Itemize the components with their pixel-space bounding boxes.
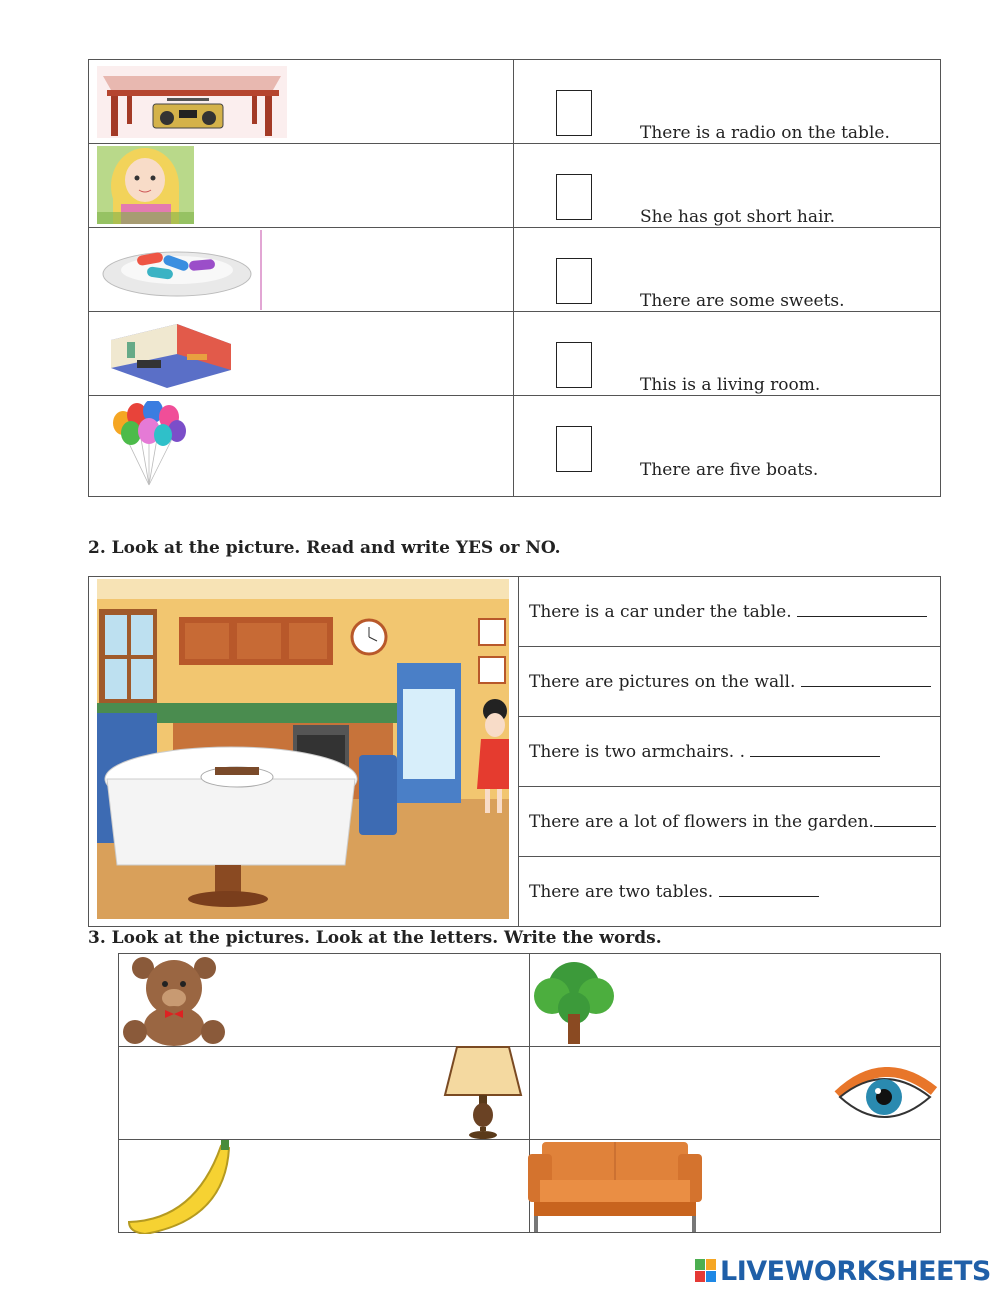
answer-blank[interactable]	[719, 882, 819, 897]
yes-no-table	[88, 576, 941, 927]
table-row	[89, 312, 941, 396]
section-2-heading: 2. Look at the picture. Read and write YES or NO.	[88, 538, 561, 558]
tick-box[interactable]	[556, 258, 592, 304]
answer-cell	[514, 312, 941, 396]
question-cell	[519, 857, 941, 927]
table-row	[89, 396, 941, 497]
word-cell[interactable]	[119, 1047, 530, 1140]
tree-image	[526, 958, 622, 1046]
table-row	[89, 144, 941, 228]
table-row	[119, 1047, 941, 1140]
sofa-image	[526, 1140, 704, 1234]
banana-image	[125, 1140, 235, 1234]
kitchen-picture-cell	[89, 577, 519, 927]
question-text: There is a car under the table.	[529, 601, 792, 622]
word-cell[interactable]	[530, 1047, 941, 1140]
lamp-image	[443, 1043, 523, 1139]
statement-text: She has got short hair.	[640, 207, 836, 227]
table-row	[119, 1140, 941, 1233]
question-text: There is two armchairs. .	[529, 741, 746, 762]
balloons-image	[109, 401, 189, 491]
statement-text: There are five boats.	[640, 460, 819, 480]
tick-box[interactable]	[556, 426, 592, 472]
question-cell	[519, 577, 941, 647]
section-3-heading: 3. Look at the pictures. Look at the letters. Write the words.	[88, 928, 662, 948]
answer-blank[interactable]	[801, 672, 931, 687]
liveworksheets-logo	[695, 1256, 991, 1287]
sweets-image	[97, 230, 265, 310]
room-image	[107, 320, 235, 390]
word-cell[interactable]	[530, 954, 941, 1047]
answer-cell	[514, 228, 941, 312]
word-writing-table	[118, 953, 941, 1233]
live-badge-icon	[695, 1259, 717, 1283]
tick-box[interactable]	[556, 90, 592, 136]
teddy-bear-image	[121, 954, 227, 1046]
question-cell	[519, 787, 941, 857]
statement-text: There is a radio on the table.	[640, 123, 890, 143]
word-cell[interactable]	[119, 1140, 530, 1233]
picture-cell	[89, 60, 514, 144]
table-row	[89, 577, 941, 647]
answer-blank[interactable]	[797, 602, 927, 617]
table-row	[89, 228, 941, 312]
eye-image	[834, 1047, 940, 1139]
picture-cell	[89, 312, 514, 396]
tick-box[interactable]	[556, 342, 592, 388]
girl-image	[97, 146, 194, 224]
question-cell	[519, 717, 941, 787]
tick-box[interactable]	[556, 174, 592, 220]
true-false-table	[88, 59, 941, 497]
question-cell	[519, 647, 941, 717]
logo-text: LIVEWORKSHEETS	[720, 1256, 991, 1287]
picture-cell	[89, 144, 514, 228]
picture-cell	[89, 228, 514, 312]
question-text: There are pictures on the wall.	[529, 671, 796, 692]
kitchen-image	[97, 579, 509, 919]
table-row	[89, 60, 941, 144]
table-row	[119, 954, 941, 1047]
question-text: There are two tables.	[529, 881, 714, 902]
word-cell[interactable]	[530, 1140, 941, 1233]
answer-cell	[514, 60, 941, 144]
radio-on-table-image	[97, 66, 287, 138]
question-text: There are a lot of flowers in the garden.	[529, 811, 874, 832]
answer-blank[interactable]	[874, 812, 936, 827]
answer-cell	[514, 144, 941, 228]
statement-text: There are some sweets.	[640, 291, 845, 311]
answer-cell	[514, 396, 941, 497]
answer-blank[interactable]	[750, 742, 880, 757]
word-cell[interactable]	[119, 954, 530, 1047]
picture-cell	[89, 396, 514, 497]
statement-text: This is a living room.	[640, 375, 821, 395]
